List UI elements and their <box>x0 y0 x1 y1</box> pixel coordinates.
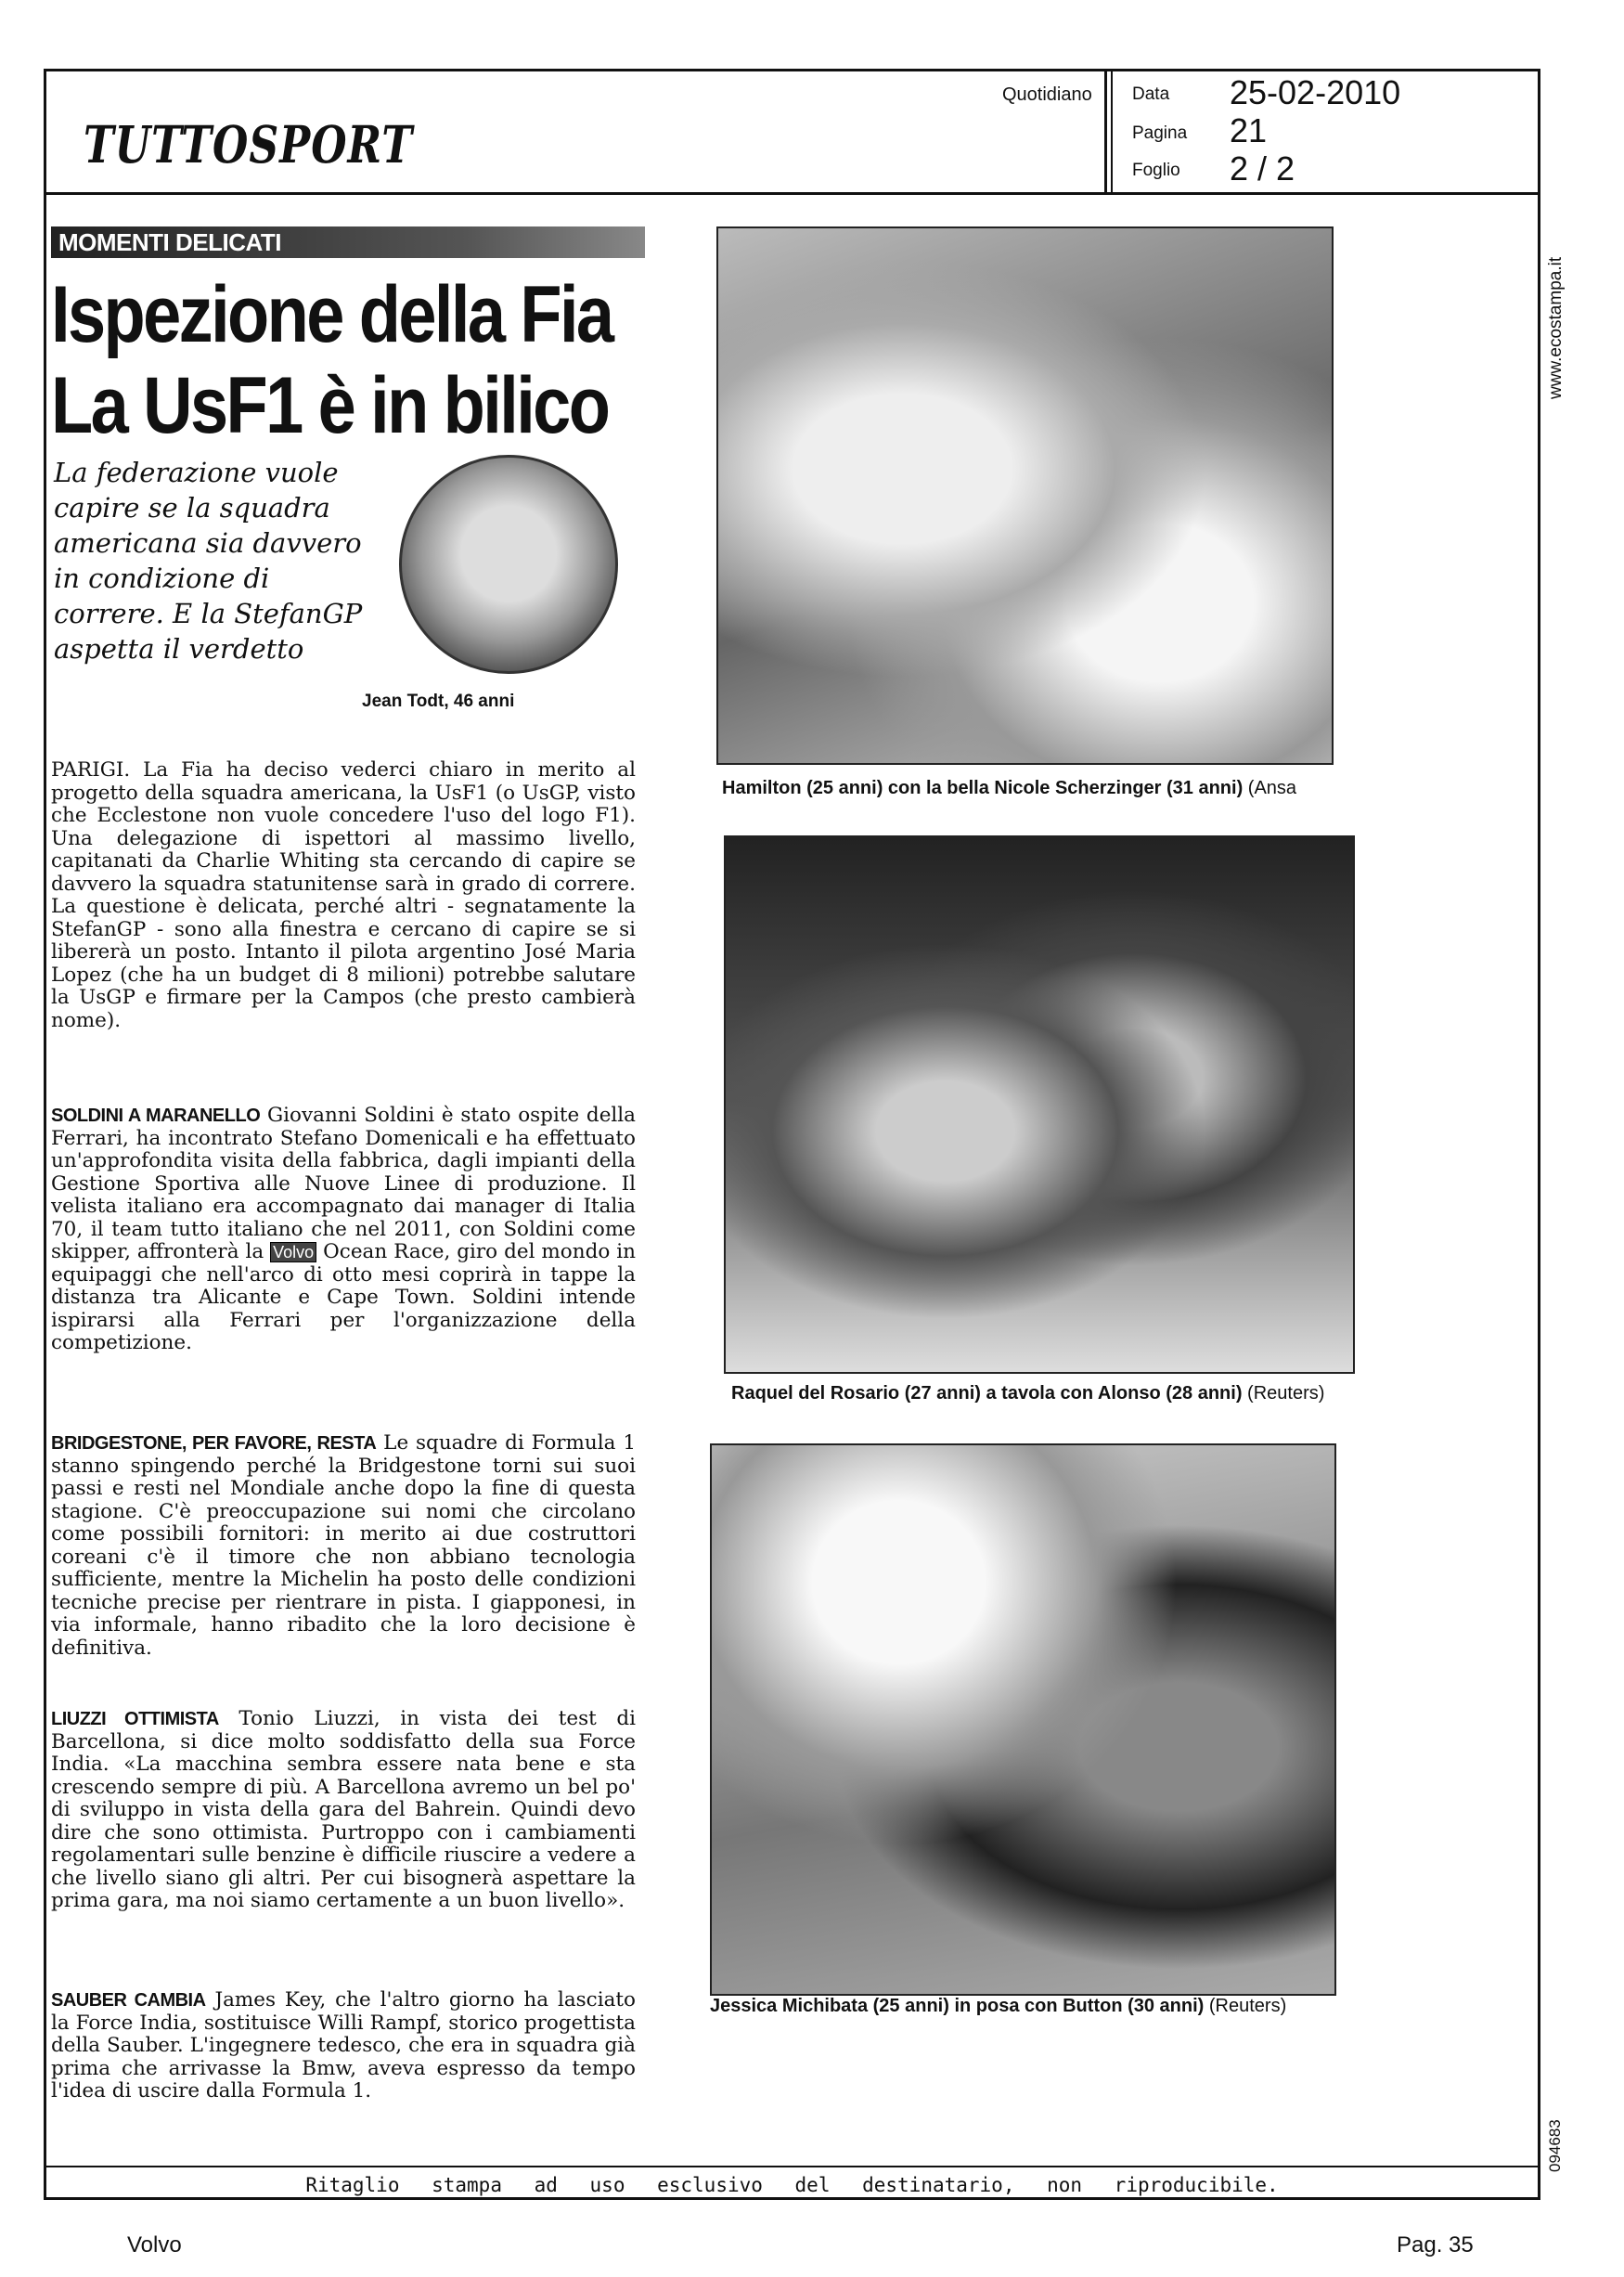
photo-2-source: (Reuters) <box>1242 1383 1325 1404</box>
photo-3-caption-text: Jessica Michibata (25 anni) in posa con Button (30 anni) <box>710 1996 1205 2016</box>
page-label: Pagina <box>1132 123 1188 143</box>
photo-hamilton-scherzinger <box>716 226 1334 765</box>
volvo-highlight: Volvo <box>270 1242 316 1262</box>
disclaimer-divider <box>44 2166 1540 2167</box>
sheet-value: 2 / 2 <box>1230 149 1295 188</box>
publication-type: Quotidiano <box>1002 84 1092 105</box>
paragraph-2-lead: SOLDINI A MARANELLO <box>51 1106 261 1126</box>
photo-1-source: (Ansa <box>1243 778 1297 798</box>
paragraph-4 <box>51 1708 636 1913</box>
paragraph-3-lead: BRIDGESTONE, PER FAVORE, RESTA <box>51 1433 377 1454</box>
photo-2-caption-text: Raquel del Rosario (27 anni) a tavola con Alonso (28 anni) <box>731 1383 1243 1404</box>
article-kicker: MOMENTI DELICATI <box>51 226 645 258</box>
side-code-text: 094683 <box>1546 2119 1564 2172</box>
side-url-text: www.ecostampa.it <box>1546 256 1566 399</box>
header-divider <box>1104 71 1107 192</box>
portrait-caption: Jean Todt, 46 anni <box>362 692 515 711</box>
footer-page: Pag. 35 <box>1397 2232 1474 2258</box>
photo-1-caption-text: Hamilton (25 anni) con la bella Nicole Scherzinger (31 anni) <box>722 778 1244 798</box>
footer-client: Volvo <box>127 2232 182 2258</box>
header-box <box>44 69 1540 195</box>
paragraph-5-lead: SAUBER CAMBIA <box>51 1990 206 2011</box>
article-subhead: La federazione vuole capire se la squadra americana sia davvero in condizione di correre. E la StefanGP aspetta il verdetto <box>54 457 363 665</box>
article-headline <box>51 269 612 451</box>
side-code <box>1546 2089 1574 2172</box>
side-url <box>1546 213 1574 399</box>
paragraph-4-text: Tonio Liuzzi, in vista dei test di Barcellona, si dice molto soddisfatto della sua Force India. «La macchina sembra essere nata bene e sta crescendo sempre di più. A Barcellona avremo un bel po' di sviluppo in vista della gara del Bahrein. Quindi devo dire che sono ottimista. Purtroppo con i cambiamenti regolamentari sulle benzine è difficile riuscire a vedere a che livello siano gli altri. Per cui bisognerà aspettare la prima gara, ma noi siamo certamente a un buon livello». <box>51 1707 637 1912</box>
date-value: 25-02-2010 <box>1230 73 1401 111</box>
paragraph-2 <box>51 1105 636 1355</box>
paragraph-2-text-b: Ocean Race, giro del mondo in equipaggi che nell'arco di otto mesi coprirà in tappe la distanza tra Alicante e Cape Town. Soldini intende ispirarsi alla Ferrari per l'organizzazione della competizione. <box>51 1240 636 1354</box>
photo-3-caption <box>710 1996 1286 2017</box>
paragraph-2-text-a: Giovanni Soldini è stato ospite della Ferrari, ha incontrato Stefano Domenicali e ha effettuato un'approfondita visita della fabbrica, dagli impianti della Gestione Sportiva alle Nuove Linee di produzione. Il velista italiano era accompagnato dai manager di Italia 70, il team tutto italiano che nel 2011, con Soldini come skipper, affronterà la <box>51 1104 636 1263</box>
headline-line-2: La UsF1 è in bilico <box>51 361 609 450</box>
date-label: Data <box>1132 84 1170 104</box>
photo-3-source: (Reuters) <box>1204 1996 1287 2016</box>
headline-line-1: Ispezione della Fia <box>51 270 612 359</box>
photo-1-caption <box>722 778 1339 799</box>
paragraph-3 <box>51 1432 636 1660</box>
photo-2-caption <box>731 1383 1324 1404</box>
paragraph-4-lead: LIUZZI OTTIMISTA <box>51 1709 219 1729</box>
paragraph-1: PARIGI. La Fia ha deciso vederci chiaro in merito al progetto della squadra americana, la UsF1 (o UsGP, visto che Ecclestone non vuole concedere l'uso del logo F1). Una delegazione di ispettori al massimo livello, capitanati da Charlie Whiting sta cercando di capire se davvero la squadra statunitense sarà in grado di correre. La questione è delicata, perché altri - segnatamente la StefanGP - sono alla finestra e cercano di capire se si libererà un posto. Intanto il pilota argentino José Maria Lopez (che ha un budget di 8 milioni) potrebbe salutare la UsGP e firmare per la Campos (che presto cambierà nome). <box>51 758 636 1032</box>
paragraph-5 <box>51 1989 636 2103</box>
publication-logo: TUTTOSPORT <box>84 116 414 175</box>
sheet-label: Foglio <box>1132 161 1180 180</box>
paragraph-3-text: Le squadre di Formula 1 stanno spingendo perché la Bridgestone torni sui suoi passi e resti nel Mondiale anche dopo la fine di questa stagione. C'è preoccupazione sui nomi che circolano come possibili fornitori: in merito ai due costruttori coreani c'è il timore che non abbiano tecnologia sufficiente, mentre la Michelin ha posto delle condizioni tecniche precise per rientrare in pista. I giapponesi, in via informale, hanno ribadito che la loro decisione è definitiva. <box>51 1431 637 1660</box>
photo-michibata-button <box>710 1443 1336 1996</box>
header-divider-inner <box>1111 71 1113 192</box>
jean-todt-portrait <box>399 455 618 674</box>
page-value: 21 <box>1230 111 1268 149</box>
paragraph-5-text: James Key, che l'altro giorno ha lasciato la Force India, sostituisce Willi Rampf, storico progettista della Sauber. L'ingegnere tedesco, che era in squadra già prima che arrivasse la Bmw, aveva espresso da tempo l'idea di uscire dalla Formula 1. <box>51 1988 637 2102</box>
photo-rosario-alonso <box>724 835 1355 1374</box>
disclaimer: Ritaglio stampa ad uso esclusivo del destinatario, non riproducibile. <box>305 2174 1279 2196</box>
